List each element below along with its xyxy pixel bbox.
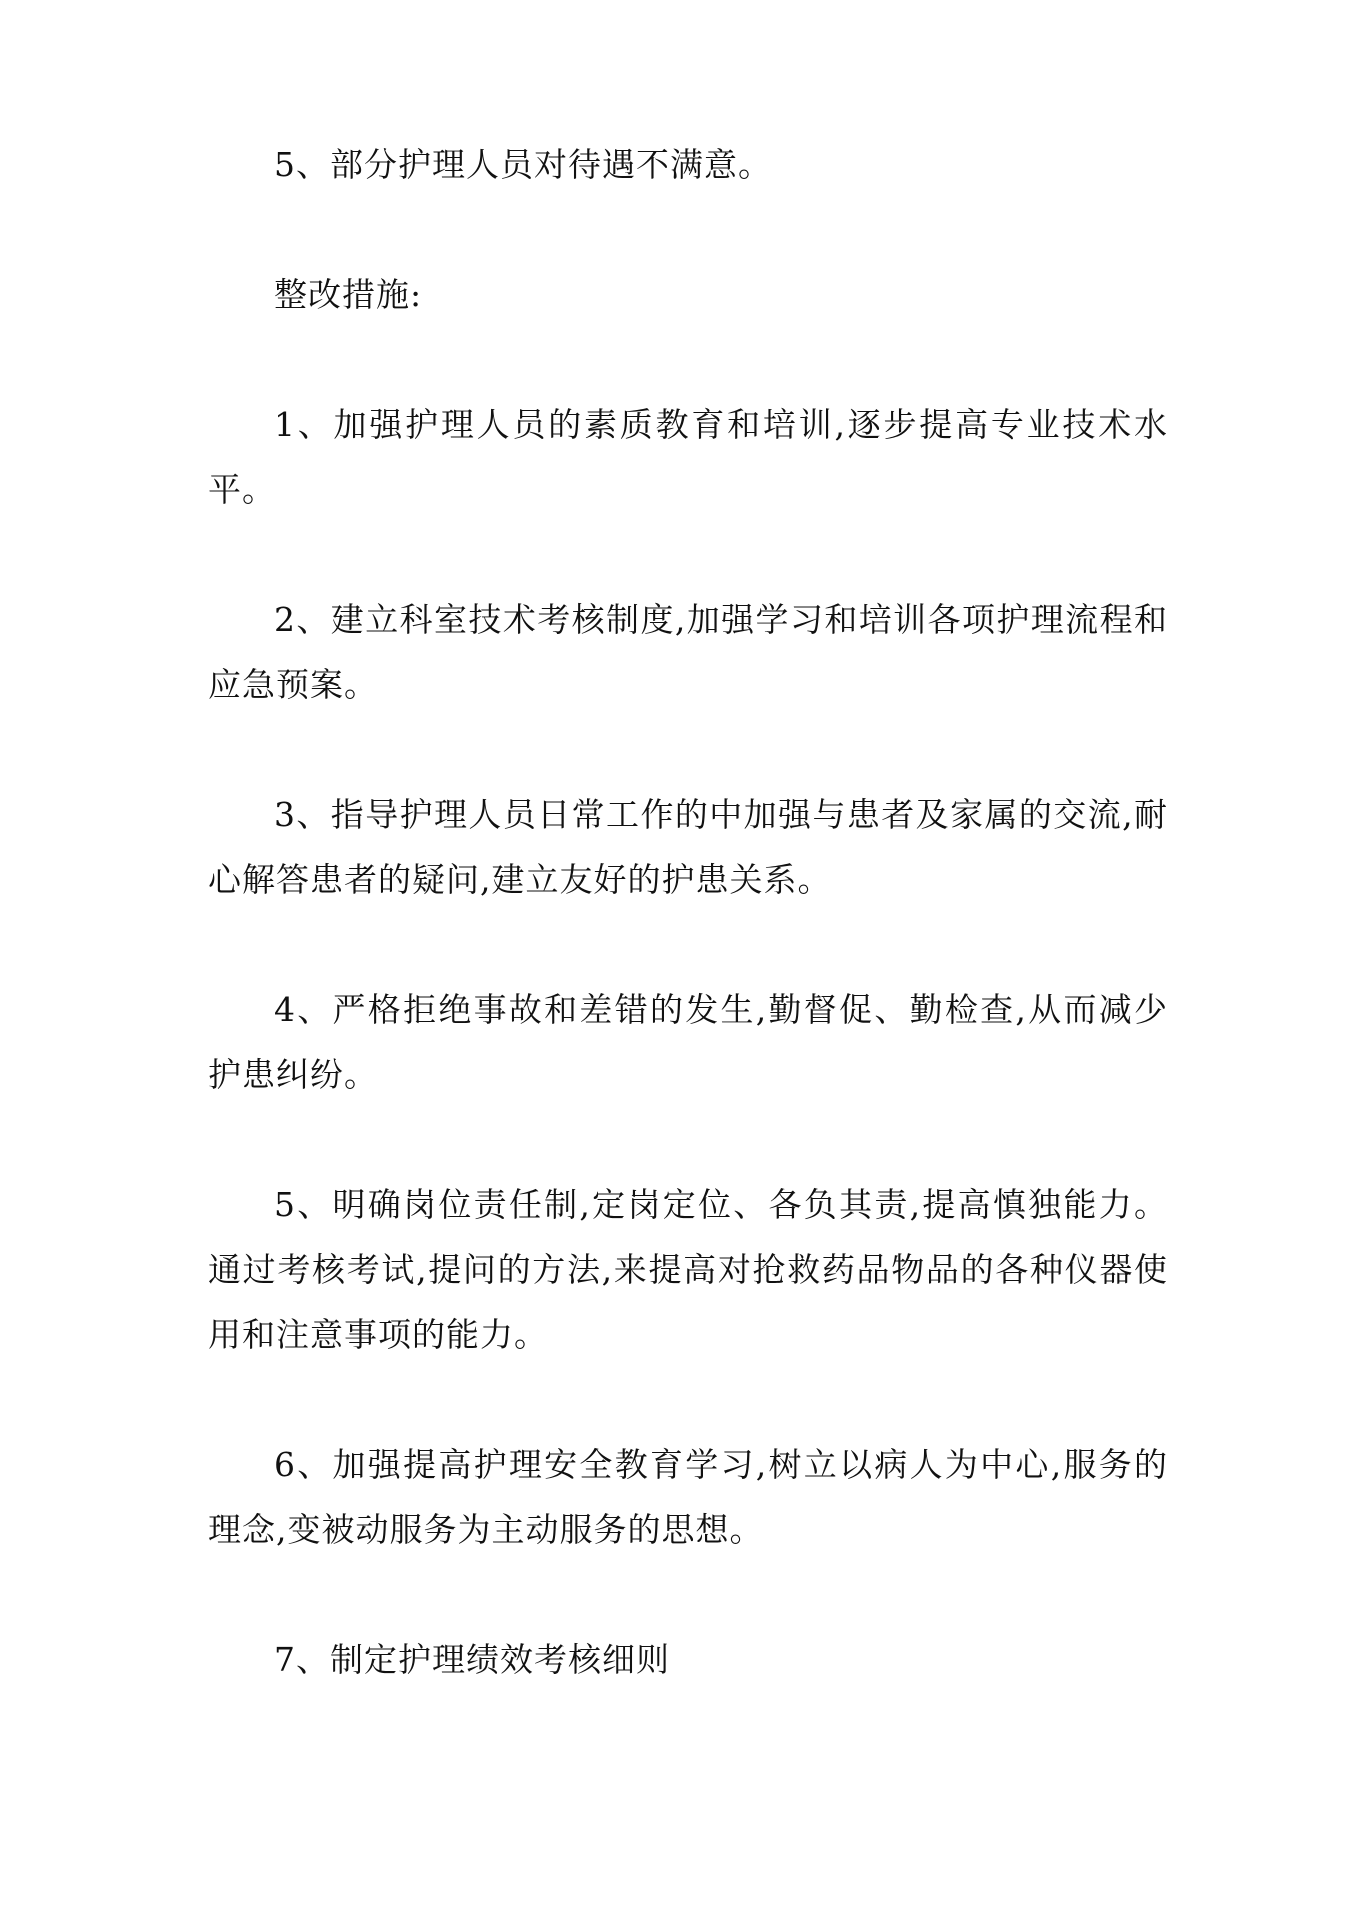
measure-5-responsibility: 5、明确岗位责任制,定岗定位、各负其责,提高慎独能力。通过考核考试,提问的方法,来提高对抢救药品物品的各种仪器使用和注意事项的能力。 — [208, 1185, 1168, 1354]
section-heading-rectification-measures: 整改措施: — [274, 275, 423, 314]
paragraph-item-5-dissatisfaction: 5、部分护理人员对待遇不满意。 — [274, 145, 772, 184]
measure-3-communication: 3、指导护理人员日常工作的中加强与患者及家属的交流,耐心解答患者的疑问,建立友好的护患关系。 — [208, 795, 1168, 899]
measure-6-safety-education: 6、加强提高护理安全教育学习,树立以病人为中心,服务的理念,变被动服务为主动服务的思想。 — [208, 1445, 1168, 1549]
measure-2-assessment-system: 2、建立科室技术考核制度,加强学习和培训各项护理流程和应急预案。 — [208, 600, 1168, 704]
measure-7-performance-rules: 7、制定护理绩效考核细则 — [274, 1640, 670, 1679]
measure-1-training: 1、加强护理人员的素质教育和培训,逐步提高专业技术水平。 — [208, 405, 1168, 509]
document-body — [208, 132, 1168, 1692]
measure-4-error-prevention: 4、严格拒绝事故和差错的发生,勤督促、勤检查,从而减少护患纠纷。 — [208, 990, 1168, 1094]
